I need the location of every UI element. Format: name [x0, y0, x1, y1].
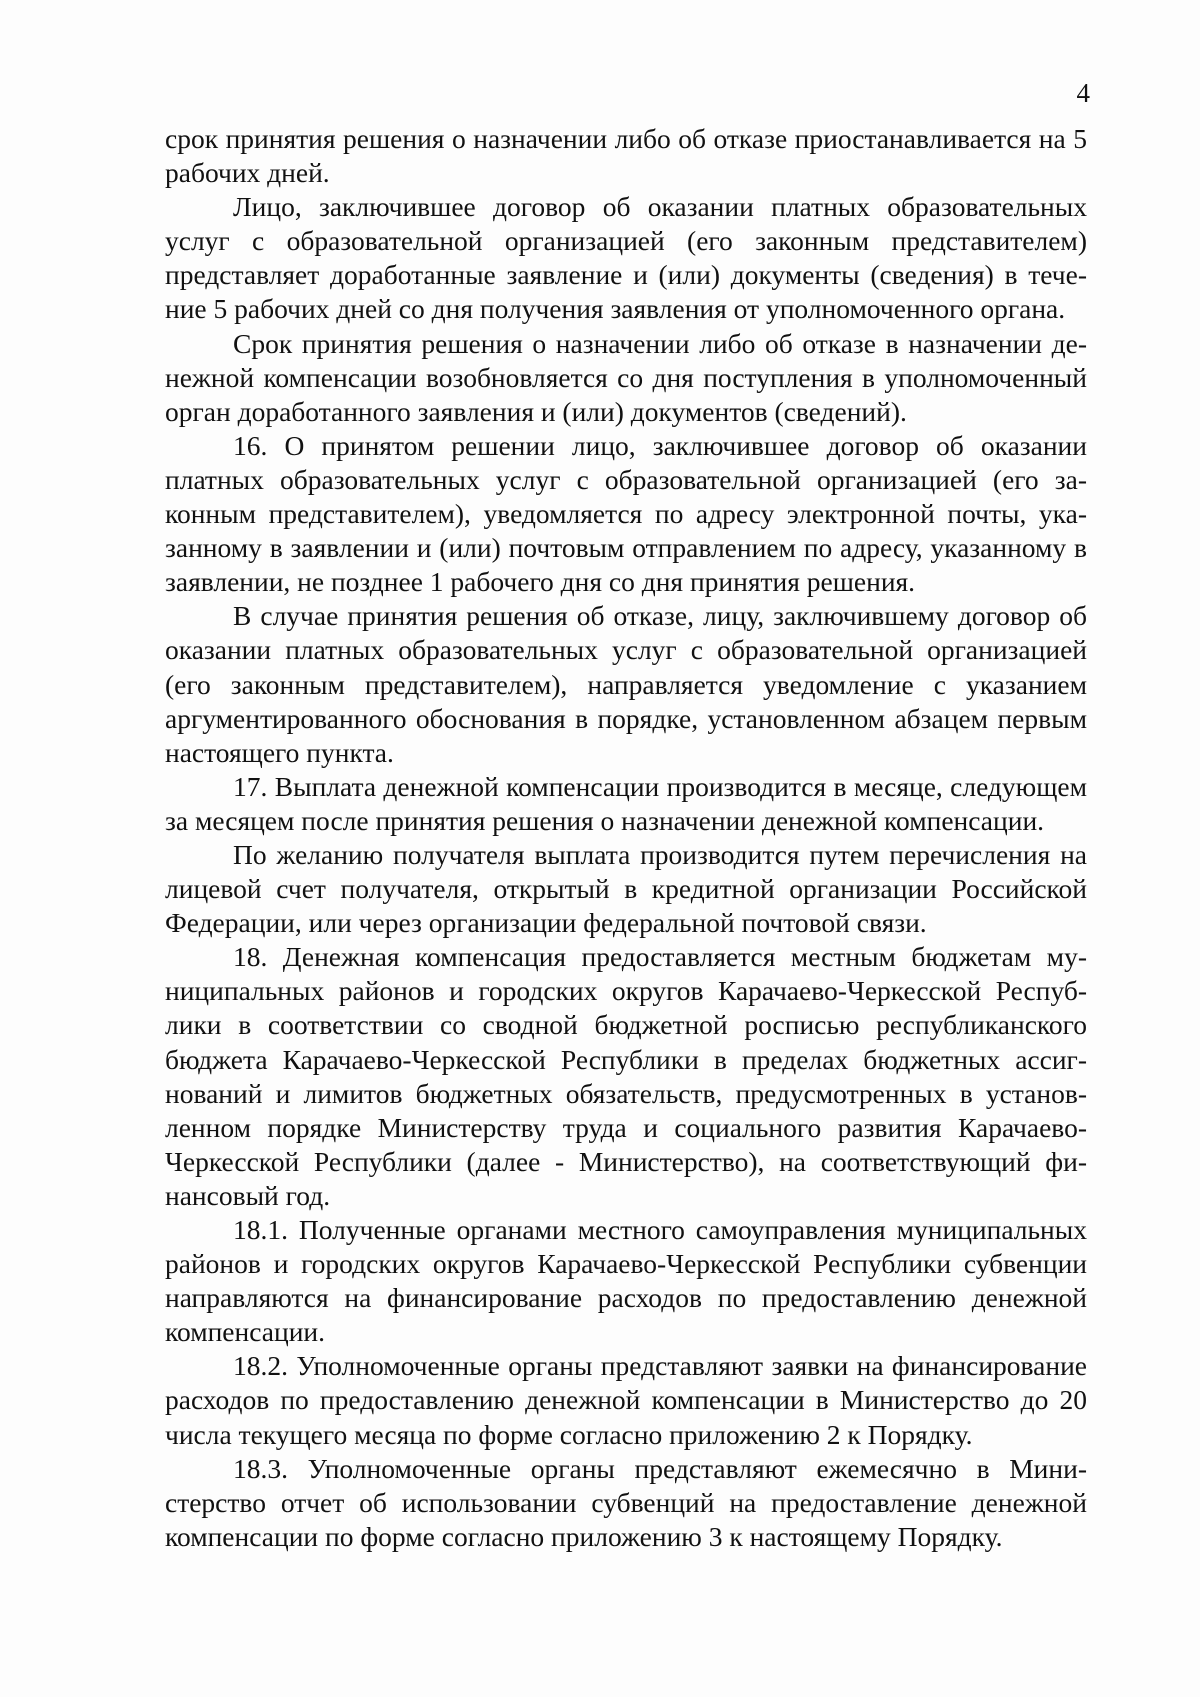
page-number: 4	[1076, 78, 1090, 108]
paragraph-item-18-3: 18.3. Уполномоченные органы представляют ежемесячно в Министерство отчет об использовании субвенций на предоставление денежной компенсации по форме согласно приложению 3 к настоящему Порядку.	[165, 1452, 1087, 1552]
paragraph-item-17: 17. Выплата денежной компенсации производится в месяце, следующем за месяцем после принятия решения о назначении денежной компенсации.	[165, 770, 1087, 836]
paragraph-item-18-1: 18.1. Полученные органами местного самоуправления муниципальных районов и городских округов Карачаево-Черкесской Республики субвенции направляются на финансирование расходов по предоставлению денежной компенсации.	[165, 1214, 1087, 1348]
paragraph-continuation: срок принятия решения о назначении либо об отказе приостанавливается на 5 рабочих дней.	[165, 123, 1087, 189]
document-body	[165, 122, 1087, 1554]
paragraph-resubmission: Лицо, заключившее договор об оказании платных образовательных услуг с образовательной организацией (его законным представителем) представляет доработанные заявление и (или) документы (сведения) в течение 5 рабочих дней со дня получения заявления от уполномоченного органа.	[165, 191, 1087, 325]
paragraph-item-18-2: 18.2. Уполномоченные органы представляют заявки на финансирование расходов по предоставлению денежной компенсации в Министерство до 20 числа текущего месяца по форме согласно приложению 2 к Порядку.	[165, 1350, 1087, 1450]
paragraph-term-resumed: Срок принятия решения о назначении либо об отказе в назначении денежной компенсации возобновляется со дня поступления в уполномоченный орган доработанного заявления и (или) документов (сведений).	[165, 327, 1087, 427]
paragraph-item-16: 16. О принятом решении лицо, заключившее договор об оказании платных образовательных услуг с образовательной организацией (его законным представителем), уведомляется по адресу электронной почты, указанному в заявлении и (или) почтовым отправлением по адресу, указанному в заявлении, не позднее 1 рабочего дня со дня принятия решения.	[165, 429, 1087, 598]
paragraph-refusal-notice: В случае принятия решения об отказе, лицу, заключившему договор об оказании платных образовательных услуг с образовательной организацией (его законным представителем), направляется уведомление с указанием аргументированного обоснования в порядке, установленном абзацем первым настоящего пункта.	[165, 600, 1087, 768]
paragraph-payment-method: По желанию получателя выплата производится путем перечисления на лицевой счет получателя, открытый в кредитной организации Российской Федерации, или через организации федеральной почтовой связи.	[165, 838, 1087, 939]
paragraph-item-18: 18. Денежная компенсация предоставляется местным бюджетам муниципальных районов и городских округов Карачаево-Черкесской Республики в соответствии со сводной бюджетной росписью республиканского бюджета Карачаево-Черкесской Республики в пределах бюджетных ассигнований и лимитов бюджетных обязательств, предусмотренных в установленном порядке Министерству труда и социального развития Карачаево-Черкесской Республики (далее - Министерство), на соответствующий финансовый год.	[165, 941, 1087, 1211]
